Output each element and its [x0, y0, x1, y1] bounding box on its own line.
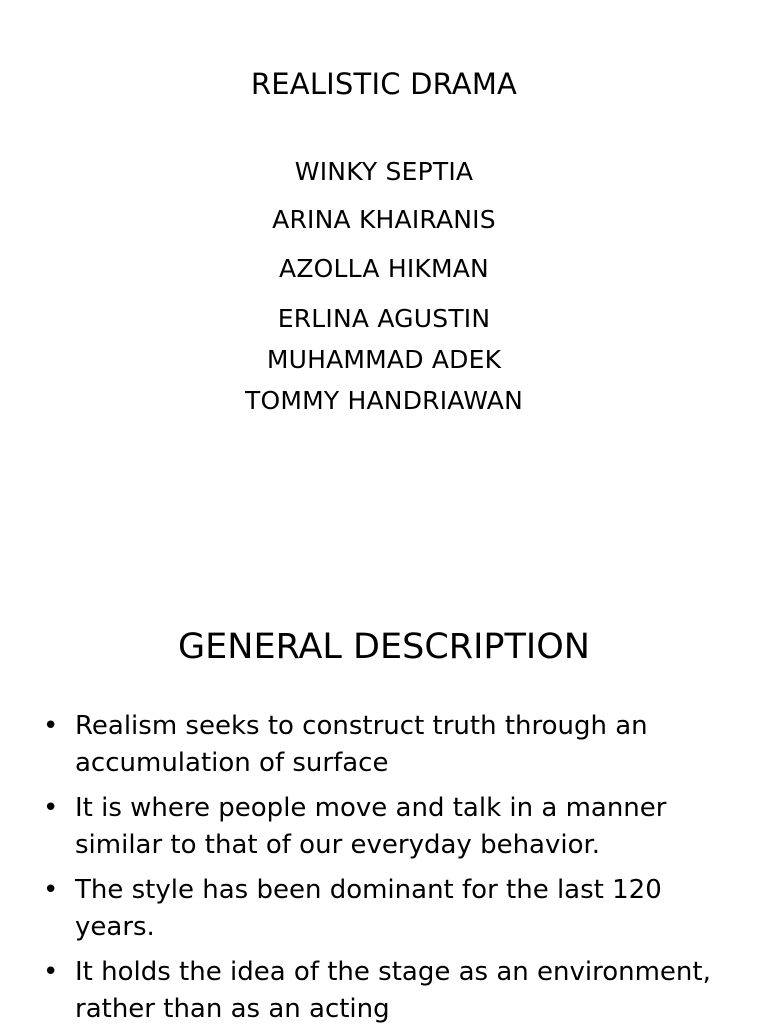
bullet-icon: •	[43, 711, 59, 741]
bullet-text: It is where people move and talk in a manner similar to that of our everyday behavior.	[75, 793, 667, 860]
author-name: ERLINA AGUSTIN	[277, 304, 491, 333]
bullet-text: It holds the idea of the stage as an environment, rather than as an acting	[75, 957, 711, 1024]
bullet-list	[0, 708, 768, 1036]
slide-heading: GENERAL DESCRIPTION	[178, 627, 590, 667]
author-name: AZOLLA HIKMAN	[279, 254, 489, 283]
author-name: TOMMY HANDRIAWAN	[245, 386, 523, 415]
slide-general-description	[0, 560, 768, 1024]
bullet-item	[0, 954, 768, 1028]
bullet-item	[0, 708, 768, 782]
bullet-icon: •	[43, 957, 59, 987]
author-name: WINKY SEPTIA	[294, 157, 474, 186]
author-name: MUHAMMAD ADEK	[266, 345, 502, 374]
author-name: ARINA KHAIRANIS	[272, 205, 496, 234]
bullet-item	[0, 790, 768, 864]
bullet-text: The style has been dominant for the last 120 years.	[75, 875, 662, 942]
bullet-icon: •	[43, 793, 59, 823]
bullet-icon: •	[43, 875, 59, 905]
slide-title: REALISTIC DRAMA	[250, 67, 518, 101]
bullet-item	[0, 872, 768, 946]
bullet-text: Realism seeks to construct truth through an accumulation of surface	[75, 711, 648, 778]
